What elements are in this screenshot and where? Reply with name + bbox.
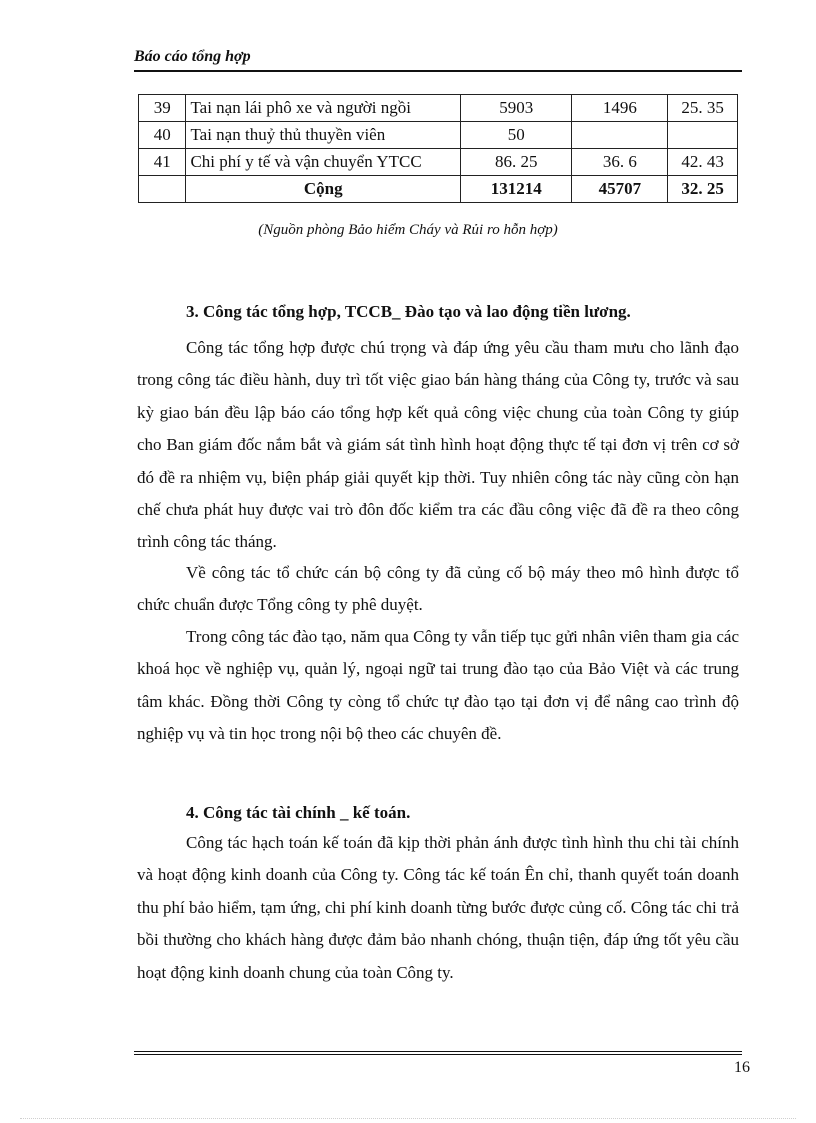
section-3-paragraph-3: Trong công tác đào tạo, năm qua Công ty vẫn tiếp tục gửi nhân viên tham gia các khoá học về nghiệp vụ, quản lý, ngoại ngữ tai trung đào tạo của Bảo Việt và các trung tâm khác. Đồng thời Công ty còng tổ chức tự đào tạo tại đơn vị để nâng cao trình độ nghiệp vụ và tin học trong nội bộ theo các chuyên đề. [137, 627, 739, 744]
row-value2-cell: 1496 [572, 95, 668, 122]
total-value2-cell: 45707 [572, 176, 668, 203]
section-3-paragraph-2: Về công tác tổ chức cán bộ công ty đã củng cố bộ máy theo mô hình được tổ chức chuẩn được Tổng công ty phê duyệt. [137, 563, 739, 615]
row-value3-cell: 25. 35 [668, 95, 738, 122]
header-divider [134, 70, 742, 72]
row-value1-cell: 5903 [461, 95, 572, 122]
row-value1-cell: 50 [461, 122, 572, 149]
page-number: 16 [734, 1059, 750, 1076]
row-value3-cell [668, 122, 738, 149]
table-source-note: (Nguồn phòng Bảo hiểm Cháy và Rủi ro hỗn hợp) [258, 222, 558, 238]
row-value2-cell [572, 122, 668, 149]
insurance-data-table [138, 94, 738, 203]
total-number-cell [139, 176, 186, 203]
total-label-cell: Cộng [186, 176, 461, 203]
row-name-cell: Chi phí y tế và vận chuyển YTCC [186, 149, 461, 176]
row-number-cell: 39 [139, 95, 186, 122]
row-value1-cell: 86. 25 [461, 149, 572, 176]
table-total-row [139, 176, 738, 203]
row-name-cell: Tai nạn lái phô xe và người ngồi [186, 95, 461, 122]
footer-divider-top [134, 1051, 742, 1052]
total-value3-cell: 32. 25 [668, 176, 738, 203]
section-4-paragraph-1: Công tác hạch toán kế toán đã kịp thời phản ánh được tình hình thu chi tài chính và hoạt động kinh doanh của Công ty. Công tác kế toán Ên chỉ, thanh quyết toán doanh thu phí bảo hiểm, tạm ứng, chi phí kinh doanh từng bước được củng cố. Công tác chi trả bồi thường cho khách hàng được đảm bảo nhanh chóng, thuận tiện, đáp ứng tốt yêu cầu hoạt động kinh doanh chung của toàn Công ty. [137, 833, 739, 982]
section-4-heading: 4. Công tác tài chính _ kế toán. [186, 803, 411, 822]
footer-divider-bottom [134, 1054, 742, 1055]
total-value1-cell: 131214 [461, 176, 572, 203]
table-row [139, 149, 738, 176]
section-3-paragraph-1: Công tác tổng hợp được chú trọng và đáp ứng yêu cầu tham mưu cho lãnh đạo trong công tác điều hành, duy trì tốt việc giao bán hàng tháng của Công ty, trước và sau kỳ giao bán đều lập báo cáo tổng hợp kết quả công việc chung của toàn Công ty giúp cho Ban giám đốc nắm bắt và giám sát tình hình hoạt động thực tế tại đơn vị trên cơ sở đó đề ra nhiệm vụ, biện pháp giải quyết kịp thời. Tuy nhiên công tác này cũng còn hạn chế chưa phát huy được vai trò đôn đốc kiểm tra các đầu công việc đã đề ra theo công trình công tác tháng. [137, 338, 739, 552]
page-bottom-dotted-edge [20, 1118, 796, 1119]
row-value3-cell: 42. 43 [668, 149, 738, 176]
table-row [139, 122, 738, 149]
row-value2-cell: 36. 6 [572, 149, 668, 176]
row-number-cell: 41 [139, 149, 186, 176]
report-header-title: Báo cáo tổng hợp [134, 48, 251, 65]
table-row [139, 95, 738, 122]
row-number-cell: 40 [139, 122, 186, 149]
section-3-heading: 3. Công tác tổng hợp, TCCB_ Đào tạo và lao động tiền lương. [186, 302, 631, 321]
row-name-cell: Tai nạn thuỷ thủ thuyền viên [186, 122, 461, 149]
